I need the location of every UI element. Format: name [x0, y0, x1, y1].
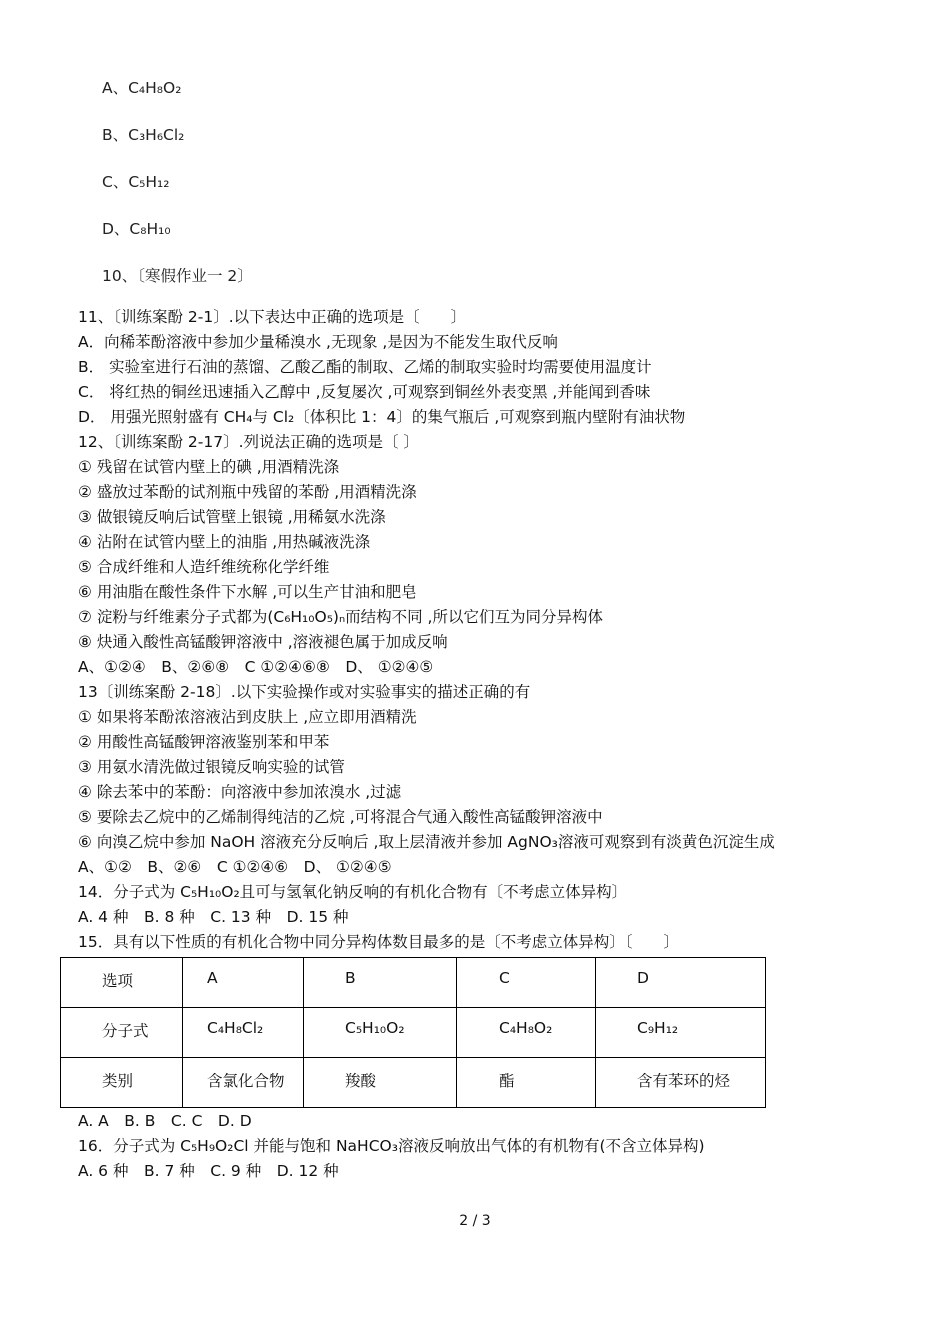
- text-line: A. 6 种 B. 7 种 C. 9 种 D. 12 种: [78, 1162, 339, 1180]
- cell-text: 类别: [102, 1072, 134, 1090]
- cell-text: 分子式: [102, 1022, 149, 1040]
- text-line: ③ 用氨水清洗做过银镜反响实验的试管: [78, 758, 345, 776]
- cell-text: 含氯化合物: [207, 1072, 285, 1090]
- cell-text: C₄H₈O₂: [499, 1019, 553, 1037]
- cell-text: C: [499, 969, 510, 987]
- table-cell: [183, 1058, 304, 1108]
- table-cell: [183, 958, 304, 1008]
- cell-text: C₅H₁₀O₂: [345, 1019, 405, 1037]
- table-cell: [183, 1008, 304, 1058]
- text-line: ② 用酸性高锰酸钾溶液鉴别苯和甲苯: [78, 733, 330, 751]
- text-line: 15．具有以下性质的有机化合物中同分异构体数目最多的是〔不考虑立体异构〕〔 〕: [78, 933, 679, 951]
- table-cell: [61, 1008, 183, 1058]
- text-line: ⑧ 炔通入酸性高锰酸钾溶液中 ,溶液褪色属于加成反响: [78, 633, 448, 651]
- text-line: A．向稀苯酚溶液中参加少量稀溴水 ,无现象 ,是因为不能发生取代反响: [78, 333, 558, 351]
- cell-text: 羧酸: [345, 1072, 377, 1090]
- text-line: 13〔训练案酚 2-18〕.以下实验操作或对实验事实的描述正确的有: [78, 683, 531, 701]
- cell-text: 选项: [102, 972, 134, 990]
- table-cell: [61, 1058, 183, 1108]
- text-line: ④ 除去苯中的苯酚：向溶液中参加浓溴水 ,过滤: [78, 783, 402, 801]
- option-b: B、C₃H₆Cl₂: [102, 126, 185, 144]
- text-line: 16．分子式为 C₅H₉O₂Cl 并能与饱和 NaHCO₃溶液反响放出气体的有机物有(不含立体异构): [78, 1137, 705, 1155]
- comparison-table: [60, 957, 766, 1108]
- text-line: A、①②④ B、②⑥⑧ C ①②④⑥⑧ D、 ①②④⑤: [78, 658, 434, 676]
- table-cell: [304, 1008, 457, 1058]
- text-line: ① 如果将苯酚浓溶液沾到皮肤上 ,应立即用酒精洗: [78, 708, 417, 726]
- table-cell: [457, 1058, 596, 1108]
- page-number: 2 / 3: [459, 1213, 491, 1229]
- cell-text: C₄H₈Cl₂: [207, 1019, 264, 1037]
- table-cell: [457, 958, 596, 1008]
- text-line: D． 用强光照射盛有 CH₄与 Cl₂〔体积比 1：4〕的集气瓶后 ,可观察到瓶内壁附有油状物: [78, 408, 686, 426]
- table-cell: [457, 1008, 596, 1058]
- table-cell: [304, 1058, 457, 1108]
- text-line: 14．分子式为 C₅H₁₀O₂且可与氢氧化钠反响的有机化合物有〔不考虑立体异构〕: [78, 883, 628, 901]
- cell-text: D: [637, 969, 649, 987]
- table-row: [61, 1008, 766, 1058]
- question-10: 10、〔寒假作业一 2〕: [102, 267, 253, 285]
- table-cell: [596, 1058, 766, 1108]
- text-line: ④ 沾附在试管内壁上的油脂 ,用热碱液洗涤: [78, 533, 371, 551]
- table-row: [61, 958, 766, 1008]
- cell-text: B: [345, 969, 356, 987]
- text-line: ③ 做银镜反响后试管壁上银镜 ,用稀氨水洗涤: [78, 508, 386, 526]
- text-line: A. A B. B C. C D. D: [78, 1112, 252, 1130]
- text-line: A、①② B、②⑥ C ①②④⑥ D、 ①②④⑤: [78, 858, 392, 876]
- text-line: ⑤ 合成纤维和人造纤维统称化学纤维: [78, 558, 330, 576]
- table-row: [61, 1058, 766, 1108]
- table-cell: [596, 958, 766, 1008]
- text-line: ⑥ 向溴乙烷中参加 NaOH 溶液充分反响后 ,取上层清液并参加 AgNO₃溶液可观察到有淡黄色沉淀生成: [78, 833, 775, 851]
- text-line: ① 残留在试管内壁上的碘 ,用酒精洗涤: [78, 458, 340, 476]
- table-cell: [61, 958, 183, 1008]
- table-cell: [596, 1008, 766, 1058]
- text-line: ⑥ 用油脂在酸性条件下水解 ,可以生产甘油和肥皂: [78, 583, 417, 601]
- text-line: ⑤ 要除去乙烷中的乙烯制得纯洁的乙烷 ,可将混合气通入酸性高锰酸钾溶液中: [78, 808, 603, 826]
- text-line: ⑦ 淀粉与纤维素分子式都为(C₆H₁₀O₅)ₙ而结构不同 ,所以它们互为同分异构体: [78, 608, 603, 626]
- text-line: A. 4 种 B. 8 种 C. 13 种 D. 15 种: [78, 908, 349, 926]
- text-line: 12、〔训练案酚 2-17〕.列说法正确的选项是〔 〕: [78, 433, 419, 451]
- option-a: A、C₄H₈O₂: [102, 79, 182, 97]
- cell-text: C₉H₁₂: [637, 1019, 679, 1037]
- table-cell: [304, 958, 457, 1008]
- text-line: ② 盛放过苯酚的试剂瓶中残留的苯酚 ,用酒精洗涤: [78, 483, 417, 501]
- option-d: D、C₈H₁₀: [102, 220, 171, 238]
- text-line: B． 实验室进行石油的蒸馏、乙酸乙酯的制取、乙烯的制取实验时均需要使用温度计: [78, 358, 652, 376]
- text-line: C． 将红热的铜丝迅速插入乙醇中 ,反复屡次 ,可观察到铜丝外表变黑 ,并能闻到香味: [78, 383, 651, 401]
- cell-text: A: [207, 969, 218, 987]
- cell-text: 含有苯环的烃: [637, 1072, 731, 1090]
- cell-text: 酯: [499, 1072, 515, 1090]
- text-line: 11、〔训练案酚 2-1〕.以下表达中正确的选项是〔 〕: [78, 308, 467, 326]
- option-c: C、C₅H₁₂: [102, 173, 170, 191]
